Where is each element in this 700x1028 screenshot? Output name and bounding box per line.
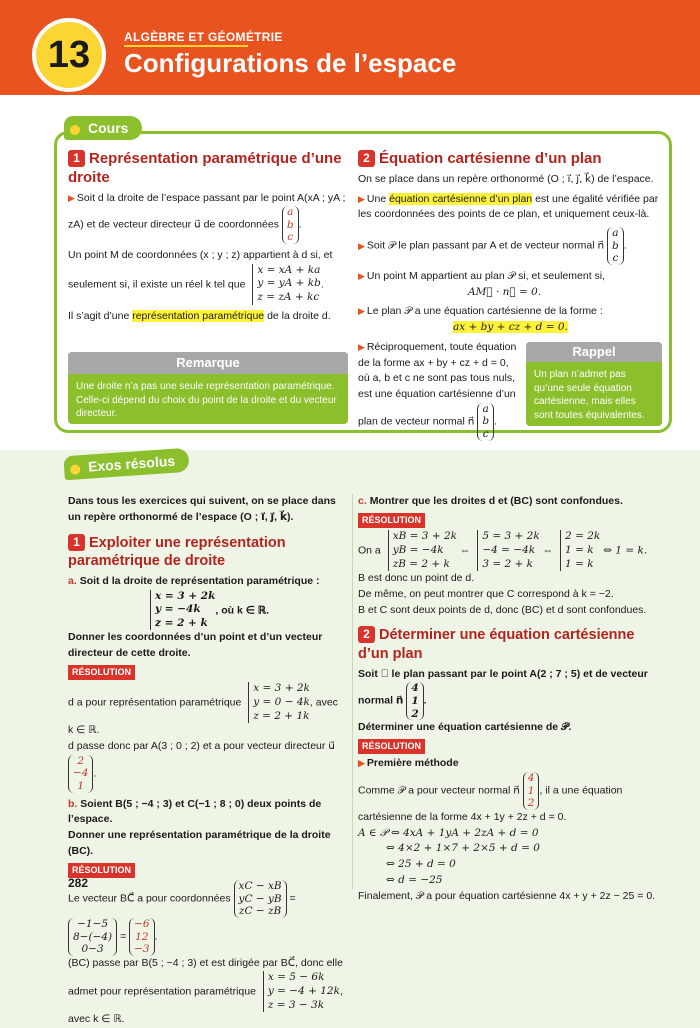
exercise-1a-answer-2: d passe donc par A(3 ; 0 ; 2) et a pour vecteur directeur u⃗ 2 −4 1. xyxy=(68,740,335,793)
exercise-1c-answer-2: De même, on peut montrer que C correspond à k = −2. xyxy=(358,587,614,600)
section-2-paragraph-4: ▶ Un point M appartient au plan 𝒫 si, et seulement si, AM⃗ · n⃗ = 0. xyxy=(358,269,606,298)
method-1-text: Comme 𝒫 a pour vecteur normal n⃗ 4 1 2, il a une équation cartésienne de la forme 4x + 1y + 2z + d = 0. xyxy=(358,772,623,823)
method-1-title: ▶ Première méthode xyxy=(358,757,459,770)
exos-right-column xyxy=(358,494,663,904)
exercise-1a-answer-1: d a pour représentation paramétrique x = 3 + 2k y = 0 − 4k z = 2 + 1k, avec k ∈ ℝ. xyxy=(68,682,338,737)
normal-vector: a b c xyxy=(607,227,624,265)
arrow-icon: ▶ xyxy=(358,270,365,281)
remarque-title: Remarque xyxy=(68,352,348,374)
exercise-1b-statement: b. Soient B(5 ; −4 ; 3) et C(−1 ; 8 ; 0) deux points de l’espace. xyxy=(68,797,322,826)
rappel-box xyxy=(526,342,662,426)
exercise-1b-answer-1: Le vecteur BC⃗ a pour coordonnées xC − xB yC − yB zC − zB = −1−5 8−(−4) 0−3 = −6 12 −3. xyxy=(68,880,296,956)
section-1-title: 1 Représentation paramétrique d’une droite xyxy=(68,150,342,186)
section-2-paragraph-2: ▶ Une équation cartésienne d’un plan est une égalité vérifiée par les coordonnées des points de ce plan, et uniquement ceux-là. xyxy=(358,192,659,221)
exercise-1c-systems: On a xB = 3 + 2k yB = −4k zB = 2 + k ⇔ 5 = 3 + 2k −4 = −4k 3 = 2 + k ⇔ 2 = 2k 1 = k 1 = k ⇔ 1 = k. xyxy=(358,530,648,570)
exercise-2-question: Déterminer une équation cartésienne de 𝒫. xyxy=(358,721,572,734)
exos-left-column xyxy=(68,494,346,1028)
exercise-1b-answer-2: (BC) passe par B(5 ; −4 ; 3) et est dirigée par BC⃗, donc elle admet pour représentation paramétrique x = 5 − 6k y = −4 + 12k z = 3 − 3k, avec k ∈ ℝ. xyxy=(68,956,343,1026)
arrow-icon: ▶ xyxy=(358,240,365,251)
rappel-title: Rappel xyxy=(526,342,662,362)
exercise-1-title: 1 Exploiter une représentation paramétrique de droite xyxy=(68,534,286,569)
exercise-1c-answer-3: B et C sont deux points de d, donc (BC) et d sont confondues. xyxy=(358,603,647,616)
exercise-1a-question: Donner les coordonnées d’un point et d’un vecteur directeur de cette droite. xyxy=(68,631,323,660)
chapter-number-badge xyxy=(32,18,106,92)
section-2-paragraph-3: ▶ Soit 𝒫 le plan passant par A et de vecteur normal n⃗ a b c. xyxy=(358,227,627,265)
exercise-1a-system: x = 3 + 2k y = −4k z = 2 + k, où k ∈ ℝ. xyxy=(146,590,346,631)
arrow-icon: ▶ xyxy=(68,192,75,203)
exercise-2-title: 2 Déterminer une équation cartésienne d’un plan xyxy=(358,627,635,662)
resolution-label: RÉSOLUTION xyxy=(358,513,425,529)
resolution-label: RÉSOLUTION xyxy=(68,863,135,879)
section-2-paragraph-5: ▶ Le plan 𝒫 a une équation cartésienne de la forme : ax + by + cz + d = 0. xyxy=(358,305,603,334)
section-2-paragraph-6: ▶ Réciproquement, toute équation de la forme ax + by + cz + d = 0, où a, b et c ne sont pas tous nuls, est une équation cartésienne d’un plan de vecteur normal n⃗ a b c. xyxy=(358,340,517,440)
remarque-text: Une droite n’a pas une seule représentation paramétrique. Celle-ci dépend du choix du point de la droite et du vecteur directeur. xyxy=(76,381,337,419)
tag-dot-icon xyxy=(70,464,81,475)
section-2-paragraph-1: On se place dans un repère orthonormé (O ; i⃗, j⃗, k⃗) de l’espace. xyxy=(358,172,654,185)
chapter-title: Configurations de l’espace xyxy=(124,48,457,78)
supertitle-underline xyxy=(124,45,248,47)
chapter-number: 13 xyxy=(47,33,91,76)
rappel-text: Un plan n’admet pas qu’une seule équation cartésienne, mais elles sont toutes équivalentes. xyxy=(534,369,645,421)
normal-vector-2: a b c xyxy=(477,403,494,441)
chapter-supertitle: ALGÈBRE ET GÉOMÉTRIE xyxy=(124,30,283,44)
chapter-header xyxy=(0,0,700,95)
exercise-2-statement: Soit 𝒫 le plan passant par le point A(2 ; 7 ; 5) et de vecteur normal n⃗ 4 1 2. xyxy=(358,667,648,720)
tag-dot-icon xyxy=(70,125,80,135)
exercise-1c-statement: c. Montrer que les droites d et (BC) sont confondues. xyxy=(358,495,623,507)
section-1-paragraph-3: Il s’agit d’une représentation paramétrique de la droite d. xyxy=(68,309,331,322)
remarque-box xyxy=(68,352,348,424)
exercise-1c-answer-1: B est donc un point de d. xyxy=(358,572,475,585)
cours-section-1 xyxy=(68,150,348,328)
page-number: 282 xyxy=(68,876,89,890)
arrow-icon: ▶ xyxy=(358,341,365,352)
section-2-title: 2 Équation cartésienne d’un plan xyxy=(358,150,663,169)
exos-intro: Dans tous les exercices qui suivent, on se place dans un repère orthonormé de l’espace (O ; i⃗, j⃗, k⃗). xyxy=(68,495,336,523)
arrow-icon: ▶ xyxy=(358,306,365,317)
arrow-icon: ▶ xyxy=(358,193,365,204)
section-1-paragraph-2: Un point M de coordonnées (x ; y ; z) appartient à d si, et seulement si, il existe un réel k tel que x = xA + ka y = yA + kb z = zA + kc. xyxy=(68,249,333,304)
section-1-paragraph-1: ▶ Soit d la droite de l’espace passant par le point A(xA ; yA ; zA) et de vecteur directeur u⃗ de coordonnées a b c. xyxy=(68,191,346,244)
direction-vector: a b c xyxy=(282,206,299,244)
arrow-icon: ▶ xyxy=(358,758,365,769)
resolution-label: RÉSOLUTION xyxy=(68,665,135,681)
parametric-system: x = xA + ka y = yA + kb z = zA + kc xyxy=(252,264,320,305)
exercise-2-final: Finalement, 𝒫 a pour équation cartésienne 4x + y + 2z − 25 = 0. xyxy=(358,889,656,902)
column-divider xyxy=(352,494,353,889)
method-1-equations: A ∈ 𝒫 ⇔ 4xA + 1yA + 2zA + d = 0 ⇔ 4×2 + 1×7 + 2×5 + d = 0 ⇔ 25 + d = 0 ⇔ d = −25 xyxy=(358,826,540,886)
cours-tag: Cours xyxy=(64,116,142,140)
exercise-1a-statement: a. Soit d la droite de représentation paramétrique : xyxy=(68,574,320,587)
exos-tag: Exos résolus xyxy=(63,448,190,481)
resolution-label: RÉSOLUTION xyxy=(358,739,425,755)
exercise-1b-question: Donner une représentation paramétrique de la droite (BC). xyxy=(68,829,331,857)
